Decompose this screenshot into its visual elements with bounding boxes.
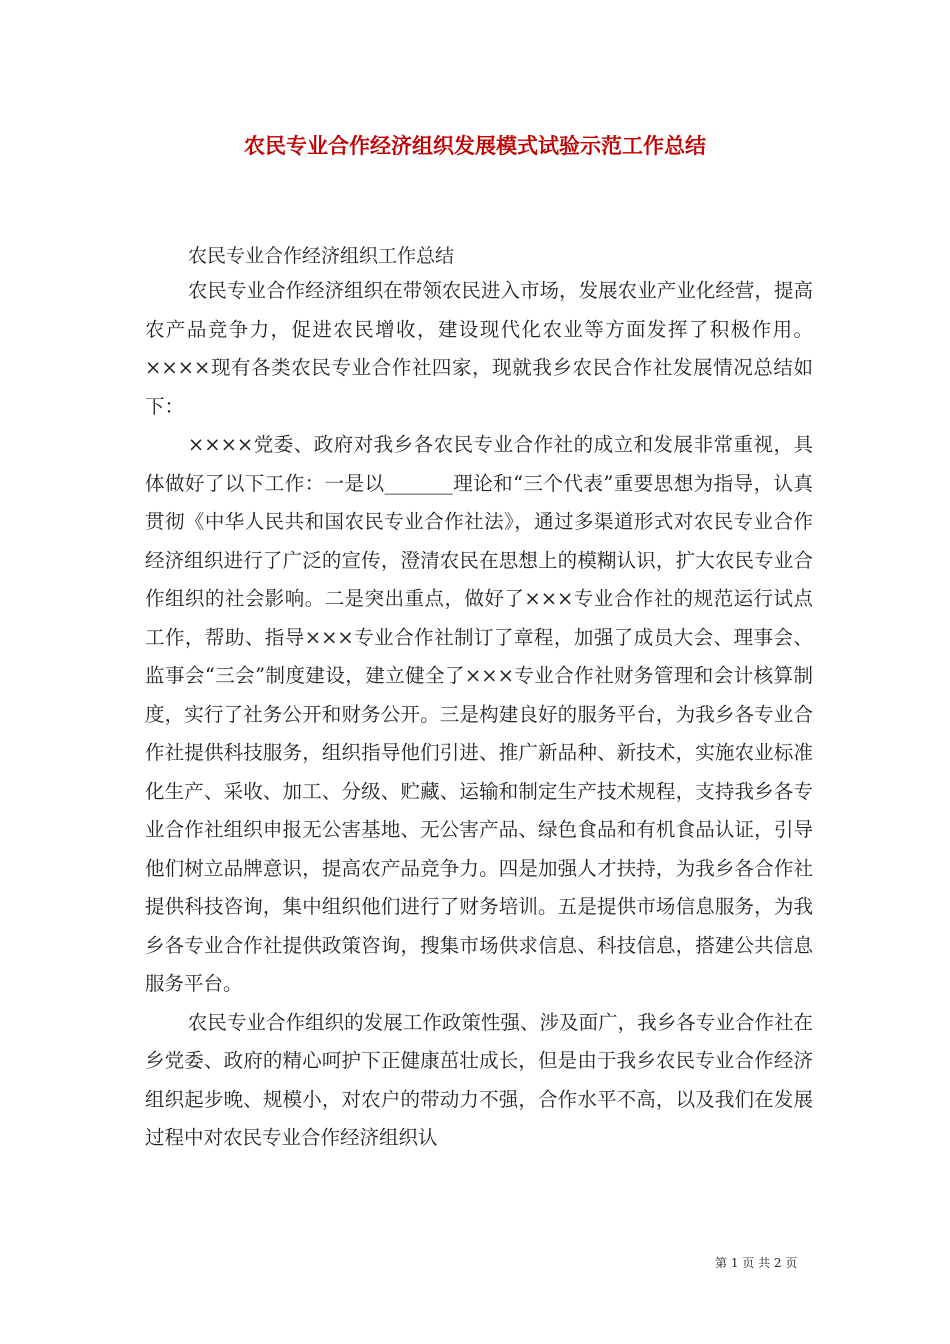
page-footer: 第 1 页 共 2 页 (715, 1256, 798, 1270)
document-body (145, 272, 813, 1158)
document-subheading: 农民专业合作经济组织工作总结 (188, 245, 455, 267)
paragraph-work-done: ××××党委、政府对我乡各农民专业合作社的成立和发展非常重视，具体做好了以下工作：一是以_______理论和“三个代表”重要思想为指导，认真贯彻《中华人民共和国农民专业合作社法》，通过多渠道形式对农民专业合作经济组织进行了广泛的宣传，澄清农民在思想上的模糊认识，扩大农民专业合作组织的社会影响。二是突出重点，做好了×××专业合作社的规范运行试点工作，帮助、指导×××专业合作社制订了章程，加强了成员大会、理事会、监事会“三会”制度建设，建立健全了×××专业合作社财务管理和会计核算制度，实行了社务公开和财务公开。三是构建良好的服务平台，为我乡各专业合作社提供科技服务，组织指导他们引进、推广新品种、新技术，实施农业标准化生产、采收、加工、分级、贮藏、运输和制定生产技术规程，支持我乡各专业合作社组织申报无公害基地、无公害产品、绿色食品和有机食品认证，引导他们树立品牌意识，提高农产品竞争力。四是加强人才扶持，为我乡各合作社提供科技咨询，集中组织他们进行了财务培训。五是提供市场信息服务，为我乡各专业合作社提供政策咨询，搜集市场供求信息、科技信息，搭建公共信息服务平台。 (145, 433, 813, 995)
document-title: 农民专业合作经济组织发展模式试验示范工作总结 (244, 134, 706, 158)
paragraph-intro: 农民专业合作经济组织在带领农民进入市场，发展农业产业化经营，提高农产品竞争力，促进农民增收，建设现代化农业等方面发挥了积极作用。××××现有各类农民专业合作社四家，现就我乡农民合作社发展情况总结如下： (145, 279, 813, 418)
paragraph-problems: 农民专业合作组织的发展工作政策性强、涉及面广，我乡各专业合作社在乡党委、政府的精心呵护下正健康茁壮成长，但是由于我乡农民专业合作经济组织起步晚、规模小，对农户的带动力不强，合作水平不高，以及我们在发展过程中对农民专业合作经济组织认 (145, 1010, 813, 1149)
